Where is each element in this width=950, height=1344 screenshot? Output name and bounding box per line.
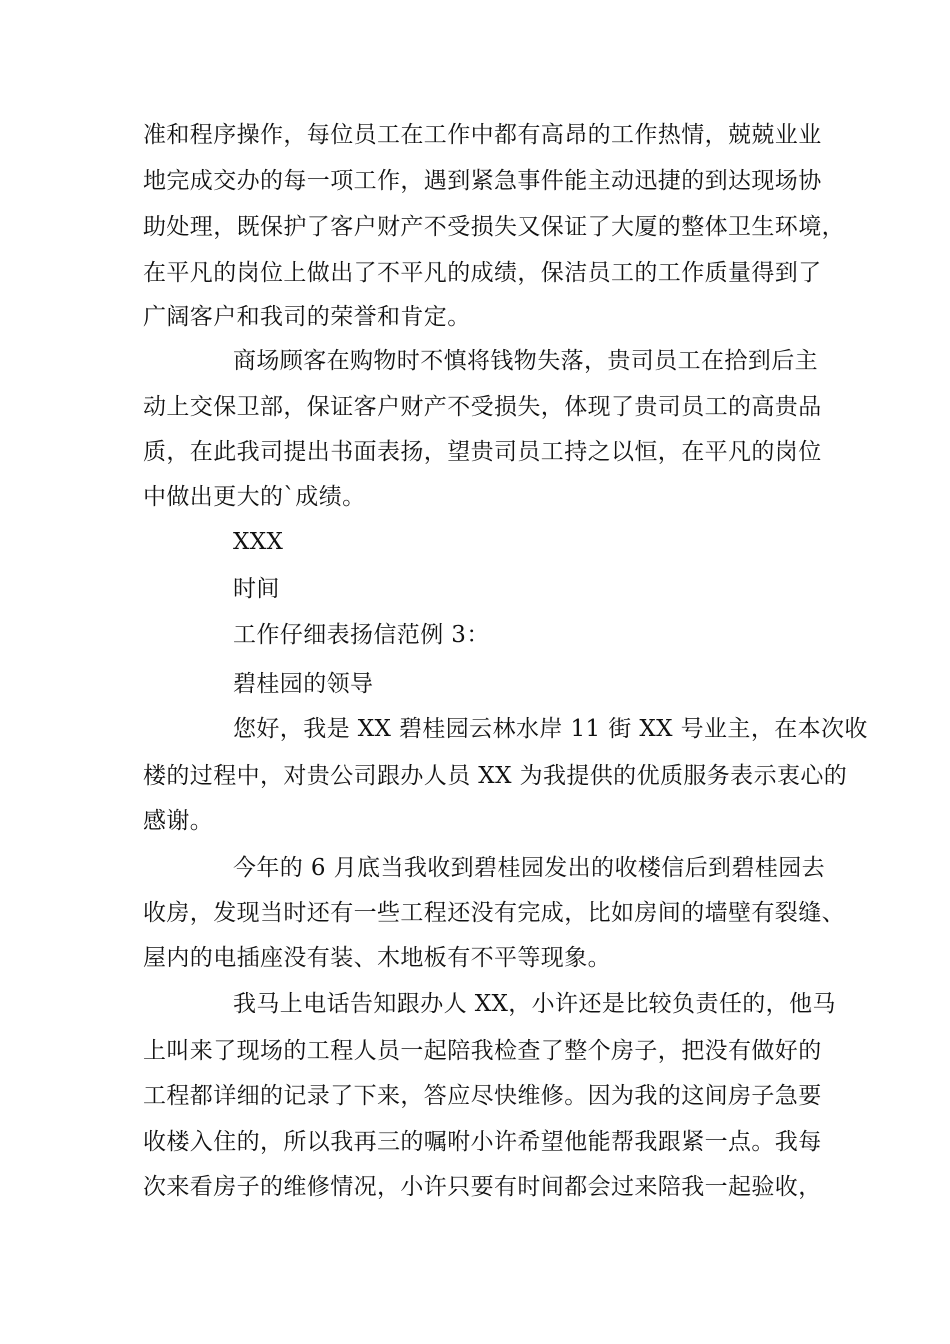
paragraph-line: 收楼入住的，所以我再三的嘱咐小许希望他能帮我跟紧一点。我每: [143, 1129, 822, 1155]
paragraph-line: 准和程序操作，每位员工在工作中都有高昂的工作热情，兢兢业业: [143, 122, 822, 148]
paragraph-line: 在平凡的岗位上做出了不平凡的成绩，保洁员工的工作质量得到了: [143, 260, 822, 286]
paragraph-line: 动上交保卫部，保证客户财产不受损失，体现了贵司员工的高贵品: [143, 394, 822, 420]
paragraph-line: 地完成交办的每一项工作，遇到紧急事件能主动迅捷的到达现场协: [143, 168, 822, 194]
section-heading: 工作仔细表扬信范例 3：: [233, 622, 490, 648]
paragraph-line: 楼的过程中，对贵公司跟办人员 XX 为我提供的优质服务表示衷心的: [143, 763, 848, 789]
paragraph-line: 助处理，既保护了客户财产不受损失又保证了大厦的整体卫生环境，: [143, 214, 845, 240]
paragraph-line: 您好，我是 XX 碧桂园云林水岸 11 街 XX 号业主，在本次收: [233, 716, 868, 742]
paragraph-line: 质，在此我司提出书面表扬，望贵司员工持之以恒，在平凡的岗位: [143, 439, 822, 465]
paragraph-line: 次来看房子的维修情况，小许只要有时间都会过来陪我一起验收，: [143, 1174, 822, 1200]
paragraph-line: 商场顾客在购物时不慎将钱物失落，贵司员工在拾到后主: [233, 348, 818, 374]
signature-date: 时间: [233, 576, 280, 602]
paragraph-line: 屋内的电插座没有装、木地板有不平等现象。: [143, 945, 611, 971]
paragraph-line: 感谢。: [143, 808, 214, 834]
paragraph-line: 工程都详细的记录了下来，答应尽快维修。因为我的这间房子急要: [143, 1083, 822, 1109]
paragraph-line: 今年的 6 月底当我收到碧桂园发出的收楼信后到碧桂园去: [233, 855, 826, 881]
letter-salutation: 碧桂园的领导: [233, 671, 374, 697]
signature-name: XXX: [233, 529, 284, 555]
paragraph-line: 广阔客户和我司的荣誉和肯定。: [143, 304, 471, 330]
paragraph-line: 上叫来了现场的工程人员一起陪我检查了整个房子，把没有做好的: [143, 1038, 822, 1064]
paragraph-line: 我马上电话告知跟办人 XX，小许还是比较负责任的，他马: [233, 991, 836, 1017]
paragraph-line: 收房，发现当时还有一些工程还没有完成，比如房间的墙壁有裂缝、: [143, 900, 845, 926]
paragraph-line: 中做出更大的`成绩。: [143, 484, 366, 510]
